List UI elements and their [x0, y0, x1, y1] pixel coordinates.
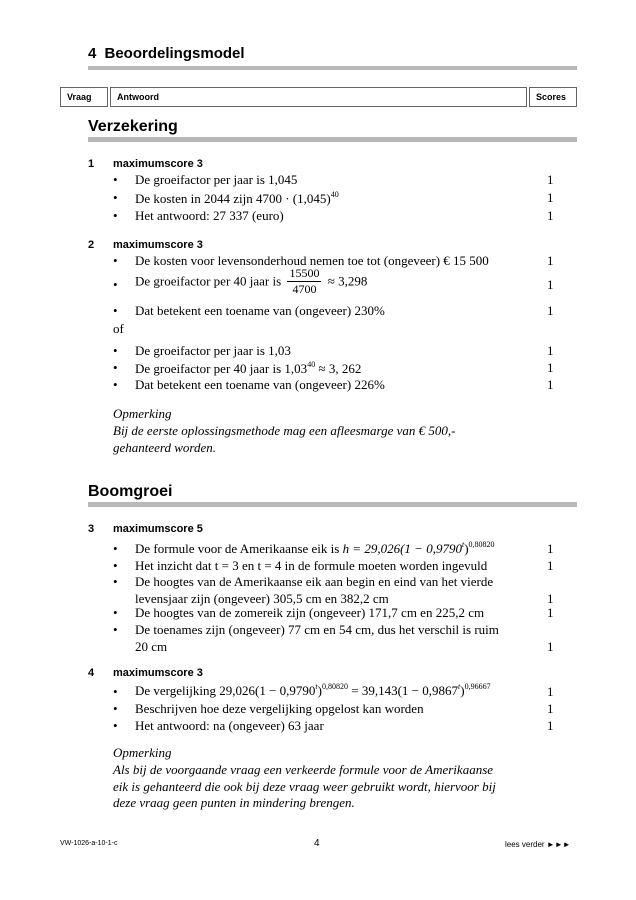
question-heading: maximumscore 5 [113, 523, 203, 535]
answer-line: De groeifactor per 40 jaar is $1,03^{40} \approx 3$, 262 [135, 360, 362, 376]
answer-line: Dat betekent een toename van (ongeveer) 226% [135, 377, 385, 392]
question-number: 3 [88, 523, 95, 535]
answer-line: Het antwoord: 27 337 (euro) [135, 208, 284, 223]
section-rule [88, 137, 577, 142]
section-rule [88, 502, 577, 507]
remark-line: Als bij de voorgaande vraag een verkeerde formule voor de Amerikaanse [113, 762, 494, 777]
section-title: Verzekering [88, 118, 178, 135]
answer-line: Het inzicht dat t = 3 en t = 4 in de formule moeten worden ingevuld [135, 558, 488, 573]
remark-title: Opmerking [113, 745, 172, 760]
answer-line: De hoogtes van de Amerikaanse eik aan begin en eind van het vierde [135, 574, 494, 589]
question-heading: maximumscore 3 [113, 239, 203, 251]
bullet: • [113, 343, 118, 358]
bullet: • [113, 622, 118, 637]
bullet: • [113, 684, 118, 699]
bullet: • [113, 541, 118, 556]
header-scores: Scores [529, 87, 577, 107]
answer-line: De formule voor de Amerikaanse eik is $h = 29,026(1 - 0,9790^t)^{0,80820}$ [135, 540, 495, 556]
remark-line: deze vraag geen punten in mindering brengen. [113, 795, 355, 810]
bullet: • [113, 718, 118, 733]
bullet: • [113, 277, 118, 292]
bullet: • [113, 172, 118, 187]
remark-line: gehanteerd worden. [113, 440, 217, 455]
bullet: • [113, 574, 118, 589]
score: 1 [547, 253, 554, 268]
score: 1 [547, 208, 554, 223]
score: 1 [547, 591, 554, 606]
score: 1 [547, 718, 554, 733]
score: 1 [547, 558, 554, 573]
question-number: 1 [88, 158, 95, 170]
header-vraag: Vraag [60, 87, 108, 107]
remark-title: Opmerking [113, 406, 172, 421]
answer-line: Het antwoord: na (ongeveer) 63 jaar [135, 718, 324, 733]
answer-line: De hoogtes van de zomereik zijn (ongeveer) 171,7 cm en 225,2 cm [135, 605, 485, 620]
bullet: • [113, 360, 118, 375]
score: 1 [547, 639, 554, 654]
answer-line: De groeifactor per jaar is 1,045 [135, 172, 298, 187]
remark-line: Bij de eerste oplossingsmethode mag een afleesmarge van € 500,- [113, 423, 456, 438]
bullet: • [113, 377, 118, 392]
answer-line: De vergelijking $29,026(1 - 0,9790^t)^{0,80820} = 39,143(1 - 0,9867^t)^{0,96667}$ [135, 682, 491, 698]
score: 1 [547, 303, 554, 318]
answer-line: De groeifactor per 40 jaar is $\frac{15500}{4700}$ ≈ 3,298 [135, 266, 368, 296]
question-heading: maximumscore 3 [113, 158, 203, 170]
header-antwoord: Antwoord [110, 87, 527, 107]
bullet: • [113, 701, 118, 716]
answer-line: De toenames zijn (ongeveer) 77 cm en 54 cm, dus het verschil is ruim [135, 622, 499, 637]
score: 1 [547, 277, 554, 292]
bullet: • [113, 208, 118, 223]
score: 1 [547, 343, 554, 358]
score: 1 [547, 701, 554, 716]
footer-page-number: 4 [314, 838, 320, 849]
answer-line: De kosten voor levensonderhoud nemen toe tot (ongeveer) € 15 500 [135, 253, 489, 268]
bullet: • [113, 605, 118, 620]
score: 1 [547, 360, 554, 375]
score: 1 [547, 605, 554, 620]
answer-line: levensjaar zijn (ongeveer) 305,5 cm en 382,2 cm [135, 591, 389, 606]
bullet: • [113, 558, 118, 573]
question-number: 2 [88, 239, 95, 251]
footer-next: lees verder ►►► [505, 840, 571, 849]
score: 1 [547, 377, 554, 392]
bullet: • [113, 190, 118, 205]
answer-line: Dat betekent een toename van (ongeveer) 230% [135, 303, 385, 318]
page-title: 4 Beoordelingsmodel [88, 45, 245, 62]
score: 1 [547, 190, 554, 205]
question-number: 4 [88, 667, 95, 679]
score: 1 [547, 684, 554, 699]
question-heading: maximumscore 3 [113, 667, 203, 679]
bullet: • [113, 303, 118, 318]
bullet: • [113, 253, 118, 268]
fraction: $\frac{15500}{4700}$ [289, 266, 320, 296]
answer-line: Beschrijven hoe deze vergelijking opgelost kan worden [135, 701, 424, 716]
or-label: of [113, 321, 124, 336]
answer-line: 20 cm [135, 639, 168, 654]
section-title: Boomgroei [88, 483, 173, 500]
score: 1 [547, 172, 554, 187]
title-rule [88, 66, 577, 70]
answer-line: De kosten in 2044 zijn $4700 \cdot (1,045)^{40}$ [135, 190, 339, 206]
footer-code: VW-1026-a-10-1-c [60, 840, 118, 847]
answer-line: De groeifactor per jaar is 1,03 [135, 343, 291, 358]
remark-line: eik is gehanteerd die ook bij deze vraag weer gebruikt wordt, hiervoor bij [113, 779, 496, 794]
score: 1 [547, 541, 554, 556]
